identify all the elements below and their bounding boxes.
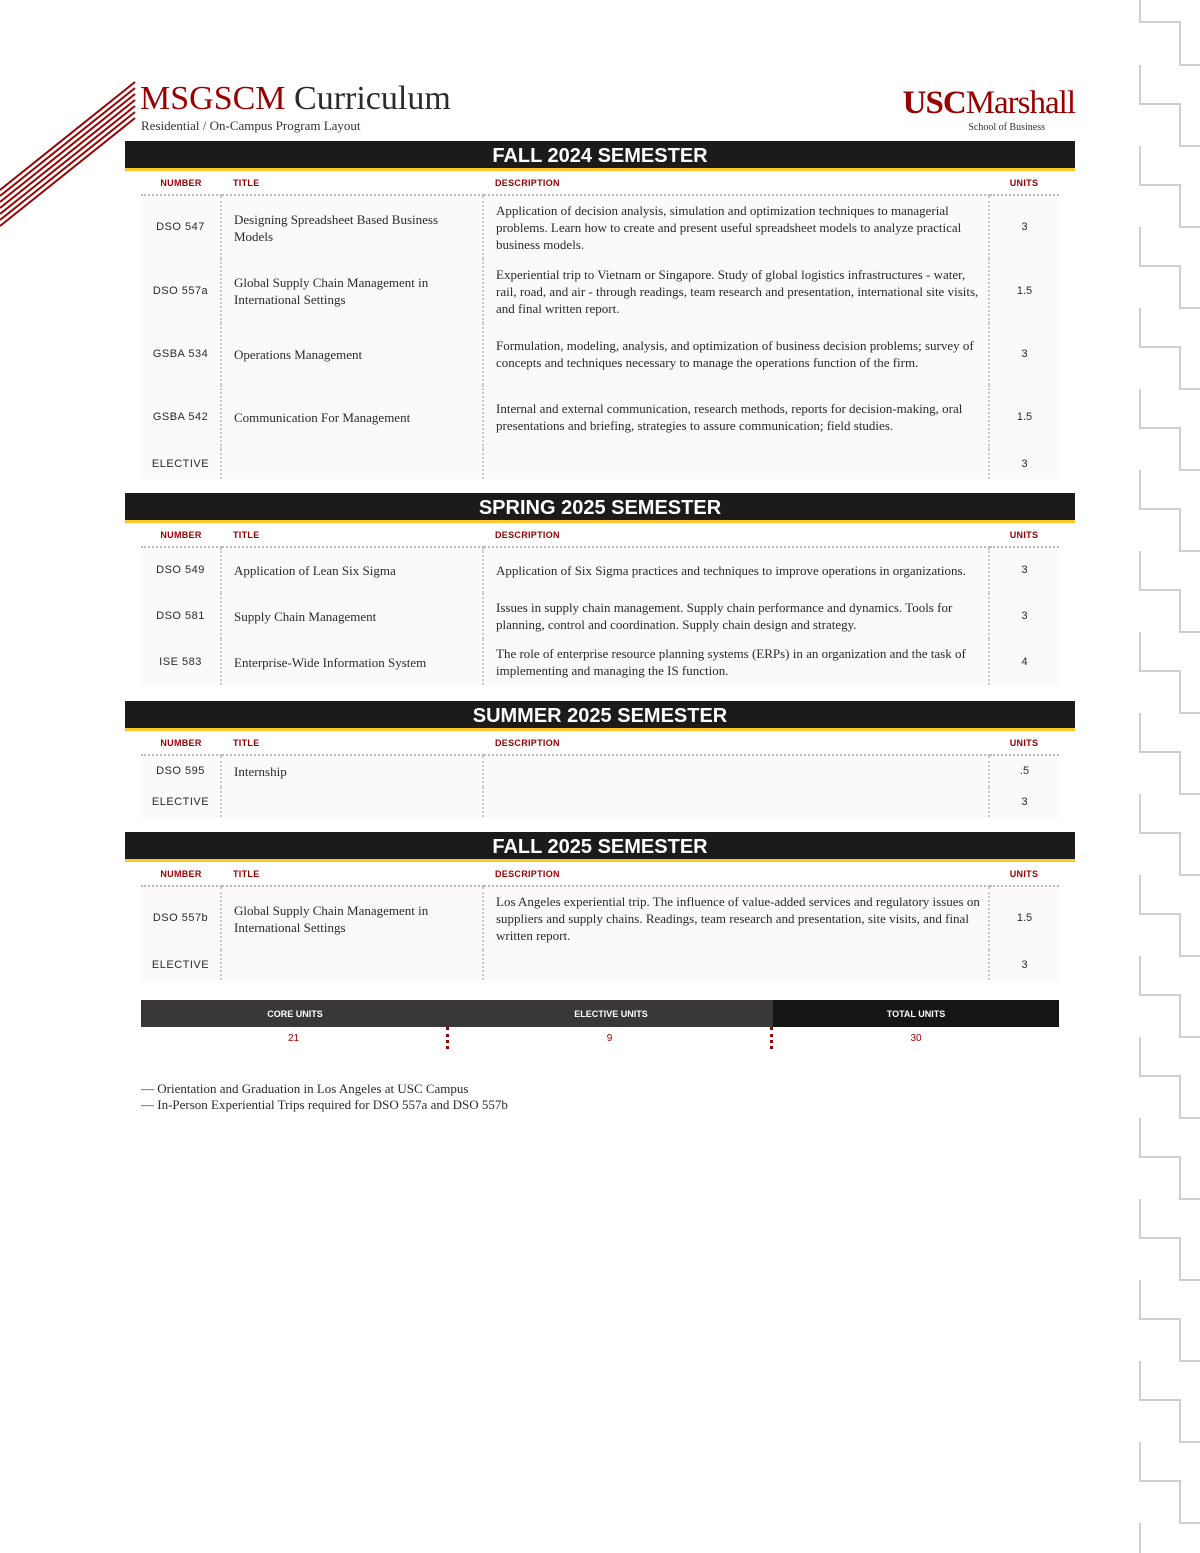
course-description: Application of Six Sigma practices and techniques to improve operations in organizations. [483, 547, 989, 593]
unit-totals [141, 1000, 1059, 1049]
course-row [141, 886, 1059, 950]
course-units: 3 [1021, 457, 1028, 470]
course-units: 3 [1021, 221, 1028, 233]
column-header-units: UNITS [989, 731, 1059, 755]
course-units: 1.5 [1016, 912, 1033, 924]
course-row [141, 787, 1059, 817]
course-title: Enterprise-Wide Information System [221, 639, 483, 685]
title-accent: MSGSCM [140, 80, 286, 117]
title-rest: Curriculum [285, 80, 451, 117]
footnotes [141, 1081, 508, 1113]
course-row [141, 323, 1059, 385]
course-description: The role of enterprise resource planning systems (ERPs) in an organization and the task of implementing and managing the IS function. [483, 639, 989, 685]
course-description: Internal and external communication, research methods, reports for decision-making, oral presentations and briefing, strategies to assure communication; field studies. [483, 385, 989, 449]
column-header-description: DESCRIPTION [483, 862, 989, 886]
page-header [140, 80, 1075, 140]
column-header-description: DESCRIPTION [483, 523, 989, 547]
page-subtitle: Residential / On-Campus Program Layout [141, 118, 361, 133]
logo-marshall: Marshall [965, 85, 1075, 121]
course-number: GSBA 534 [141, 323, 221, 385]
column-header-units: UNITS [989, 171, 1059, 195]
course-title: Global Supply Chain Management in International Settings [221, 259, 483, 323]
logo-usc: USC [902, 85, 966, 121]
course-number: DSO 549 [141, 547, 221, 593]
course-table [141, 523, 1059, 685]
course-number: ELECTIVE [141, 787, 221, 817]
column-header-title: TITLE [221, 731, 483, 755]
footnote: — In-Person Experiential Trips required for DSO 557a and DSO 557b [141, 1097, 508, 1112]
course-description: Issues in supply chain management. Supply chain performance and dynamics. Tools for planning, control and coordination. Supply chain design and strategy. [483, 593, 989, 639]
column-header-description: DESCRIPTION [483, 171, 989, 195]
column-header-number: NUMBER [141, 523, 221, 547]
course-units: 1.5 [1016, 410, 1033, 423]
course-number: DSO 581 [141, 593, 221, 639]
course-title: Supply Chain Management [221, 593, 483, 639]
course-title [221, 787, 483, 817]
semester-heading: SPRING 2025 SEMESTER [125, 493, 1075, 523]
course-row [141, 385, 1059, 449]
course-row [141, 449, 1059, 479]
course-number: ELECTIVE [141, 950, 221, 980]
course-description [483, 449, 989, 479]
column-header-units: UNITS [989, 862, 1059, 886]
semester-heading: FALL 2025 SEMESTER [125, 832, 1075, 862]
side-pattern-decoration [1110, 0, 1200, 1553]
course-title: Designing Spreadsheet Based Business Models [221, 195, 483, 259]
column-header-number: NUMBER [141, 171, 221, 195]
course-description: Application of decision analysis, simulation and optimization techniques to managerial problems. Learn how to create and present useful spreadsheet models to analyze practical business models. [483, 195, 989, 259]
core-units-label: CORE UNITS [141, 1000, 449, 1027]
course-units: 3 [1021, 609, 1028, 622]
course-table [141, 171, 1059, 479]
course-row [141, 547, 1059, 593]
logo-subtitle: School of Business [968, 122, 1045, 133]
course-number: DSO 557a [141, 259, 221, 323]
course-number: DSO 595 [141, 755, 221, 787]
column-header-units: UNITS [989, 523, 1059, 547]
course-number: DSO 557b [141, 886, 221, 950]
course-units: .5 [1019, 765, 1030, 777]
course-number: GSBA 542 [141, 385, 221, 449]
course-units: 1.5 [1016, 284, 1033, 297]
course-description [483, 787, 989, 817]
core-units-value: 21 [141, 1027, 449, 1049]
course-number: ISE 583 [141, 639, 221, 685]
semester-section [125, 832, 1075, 980]
diagonal-stripes-decoration [0, 80, 140, 230]
course-description: Los Angeles experiential trip. The influence of value-added services and regulatory issues on suppliers and supply chains. Readings, team research and presentation, site visits, and final written report. [483, 886, 989, 950]
course-units: 4 [1021, 655, 1028, 668]
semester-section [125, 493, 1075, 685]
course-title: Global Supply Chain Management in International Settings [221, 886, 483, 950]
elective-units-value: 9 [449, 1027, 773, 1049]
course-table [141, 862, 1059, 980]
column-header-title: TITLE [221, 523, 483, 547]
total-units-label: TOTAL UNITS [773, 1000, 1059, 1027]
column-header-title: TITLE [221, 862, 483, 886]
course-title: Operations Management [221, 323, 483, 385]
course-units: 3 [1021, 347, 1028, 360]
course-title [221, 950, 483, 980]
course-units: 3 [1021, 564, 1028, 576]
course-row [141, 593, 1059, 639]
course-title: Communication For Management [221, 385, 483, 449]
course-title [221, 449, 483, 479]
course-units: 3 [1021, 958, 1028, 971]
course-number: ELECTIVE [141, 449, 221, 479]
column-header-description: DESCRIPTION [483, 731, 989, 755]
semester-section [125, 701, 1075, 817]
course-description [483, 950, 989, 980]
column-header-number: NUMBER [141, 731, 221, 755]
course-title: Application of Lean Six Sigma [221, 547, 483, 593]
course-row [141, 259, 1059, 323]
footnote: — Orientation and Graduation in Los Angeles at USC Campus [141, 1081, 469, 1096]
course-row [141, 755, 1059, 787]
course-description [483, 755, 989, 787]
elective-units-label: ELECTIVE UNITS [449, 1000, 773, 1027]
semester-section [125, 141, 1075, 479]
course-row [141, 639, 1059, 685]
column-header-number: NUMBER [141, 862, 221, 886]
total-units-value: 30 [910, 1032, 922, 1044]
course-units: 3 [1021, 795, 1028, 808]
semester-heading: SUMMER 2025 SEMESTER [125, 701, 1075, 731]
course-description: Formulation, modeling, analysis, and optimization of business decision problems; survey of concepts and techniques necessary to manage the operations function of the firm. [483, 323, 989, 385]
course-title: Internship [221, 755, 483, 787]
column-header-title: TITLE [221, 171, 483, 195]
course-row [141, 950, 1059, 980]
semester-heading: FALL 2024 SEMESTER [125, 141, 1075, 171]
course-table [141, 731, 1059, 817]
course-description: Experiential trip to Vietnam or Singapore. Study of global logistics infrastructures - water, rail, road, and air - through readings, team research and presentation, international site visits, and final written report. [483, 259, 989, 323]
course-number: DSO 547 [141, 195, 221, 259]
usc-marshall-logo [903, 86, 1075, 133]
course-row [141, 195, 1059, 259]
page-title [140, 80, 451, 118]
